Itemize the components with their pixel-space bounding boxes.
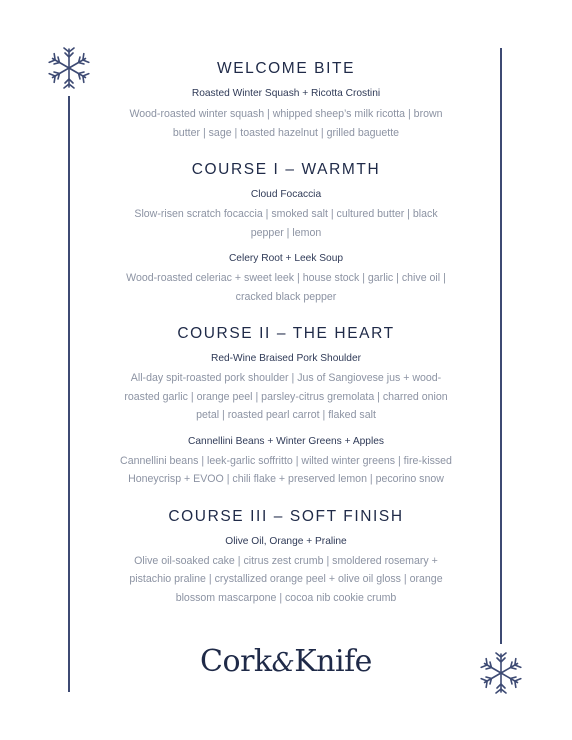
dish-desc-line: Slow-risen scratch focaccia | smoked salt | cultured butter | black (134, 208, 438, 220)
dish-desc-line: blossom mascarpone | cocoa nib cookie crumb (175, 591, 397, 604)
dish-desc-line: Cannellini beans | leek-garlic soffritto | wilted winter greens | fire-kissed (120, 454, 452, 467)
dish-desc-line: Honeycrisp + EVOO | chili flake + preserved lemon | pecorino snow (128, 473, 444, 485)
section-course-2 (100, 323, 472, 489)
dish-desc-line: roasted garlic | orange peel | parsley-citrus gremolata | charred onion (124, 390, 448, 403)
section-title: WELCOME BITE (216, 60, 356, 77)
dish-title: Cloud Focaccia (250, 189, 322, 200)
snowflake-icon (47, 46, 91, 90)
dish-title: Red-Wine Braised Pork Shoulder (210, 353, 362, 364)
section-course-3 (100, 506, 472, 608)
dish-desc-line: Olive oil-soaked cake | citrus zest crumb | smoldered rosemary + (134, 554, 438, 567)
brand-logo (0, 644, 572, 679)
dish-desc-line: butter | sage | toasted hazelnut | grilled baguette (172, 126, 400, 139)
dish-desc-line: All-day spit-roasted pork shoulder | Jus of Sangiovese jus + wood- (130, 372, 442, 384)
dish-title: Cannellini Beans + Winter Greens + Apples (188, 435, 384, 447)
dish-title: Celery Root + Leek Soup (228, 253, 344, 264)
right-rule (500, 48, 502, 644)
dish-title: Olive Oil, Orange + Praline (225, 535, 347, 547)
dish-desc-line: pepper | lemon (250, 226, 322, 239)
dish-desc-line: pistachio praline | crystallized orange peel + olive oil gloss | orange (129, 573, 443, 585)
dish-desc-line: Wood-roasted celeriac + sweet leek | house stock | garlic | chive oil | (126, 272, 446, 284)
logo-word-knife: Knife (294, 644, 372, 679)
menu-content (100, 58, 472, 607)
logo-ampersand: & (271, 648, 295, 678)
dish-desc-line: cracked black pepper (235, 290, 337, 303)
section-title: COURSE III – SOFT FINISH (168, 507, 404, 525)
dish-desc-line: Wood-roasted winter squash | whipped sheep’s milk ricotta | brown (129, 108, 443, 120)
dish-desc-line: petal | roasted pearl carrot | flaked salt (196, 409, 376, 421)
logo-word-cork: Cork (200, 644, 272, 679)
dish-title: Roasted Winter Squash + Ricotta Crostini (191, 88, 381, 99)
section-title: COURSE I – WARMTH (191, 161, 381, 178)
section-course-1 (100, 159, 472, 306)
section-title: COURSE II – THE HEART (177, 325, 395, 342)
left-rule (68, 96, 70, 692)
section-welcome (100, 58, 472, 142)
